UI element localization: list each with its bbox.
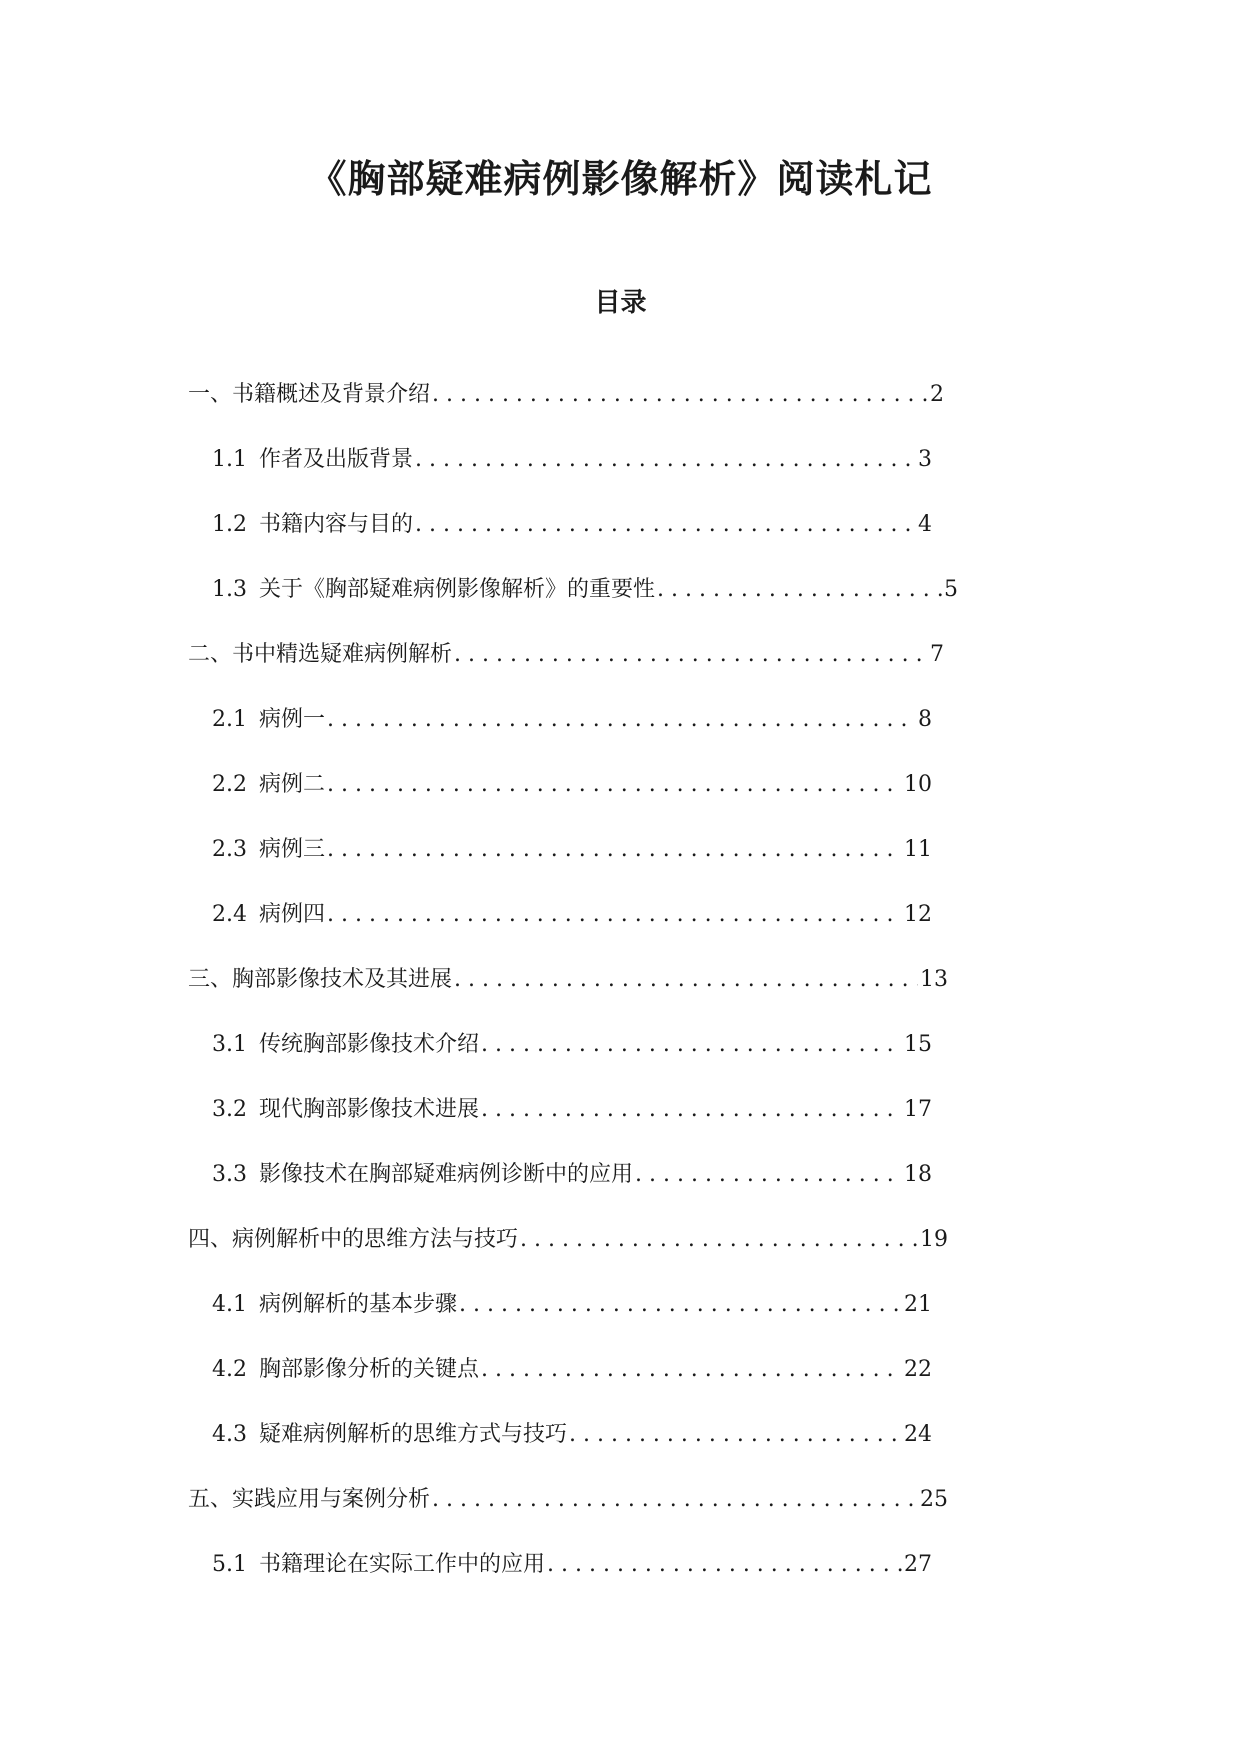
toc-entry-text: 书籍内容与目的 (259, 512, 414, 537)
toc-entry[interactable] (212, 1290, 932, 1320)
toc-dot-leader (454, 640, 928, 670)
toc-entry-number: 1.3 (212, 577, 247, 602)
toc-dot-leader (327, 900, 902, 930)
toc-entry[interactable] (188, 1485, 948, 1515)
toc-entry[interactable] (188, 380, 944, 410)
toc-dot-leader (569, 1420, 902, 1450)
toc-entry[interactable] (212, 1030, 932, 1060)
toc-page-number: 11 (904, 837, 932, 862)
toc-entry-text: 病例四 (259, 902, 326, 927)
toc-page-number: 7 (930, 642, 944, 667)
toc-page-number: 10 (904, 772, 932, 797)
toc-entry[interactable] (212, 1160, 932, 1190)
toc-entry[interactable] (212, 510, 932, 540)
toc-entry-text: 病例解析的基本步骤 (259, 1292, 458, 1317)
toc-entry-text: 病例二 (259, 772, 326, 797)
toc-entry[interactable] (212, 575, 958, 605)
toc-page-number: 24 (904, 1422, 932, 1447)
toc-page-number: 5 (944, 577, 958, 602)
toc-entry-text: 传统胸部影像技术介绍 (259, 1032, 480, 1057)
toc-dot-leader (327, 770, 902, 800)
toc-page-number: 8 (918, 707, 932, 732)
toc-dot-leader (454, 965, 918, 995)
toc-dot-leader (415, 445, 916, 475)
toc-entry-text: 二、书中精选疑难病例解析 (188, 642, 453, 667)
toc-page-number: 12 (904, 902, 932, 927)
toc-page-number: 17 (904, 1097, 932, 1122)
toc-entry[interactable] (212, 900, 932, 930)
toc-dot-leader (547, 1550, 902, 1580)
toc-entry[interactable] (212, 835, 932, 865)
toc-entry-number: 3.3 (212, 1162, 247, 1187)
toc-entry-text: 三、胸部影像技术及其进展 (188, 967, 453, 992)
toc-dot-leader (327, 835, 902, 865)
toc-entry[interactable] (212, 1095, 932, 1125)
toc-dot-leader (415, 510, 916, 540)
toc-entry-text: 书籍理论在实际工作中的应用 (259, 1552, 546, 1577)
toc-entry-number: 1.1 (212, 447, 247, 472)
toc-entry-number: 2.1 (212, 707, 247, 732)
toc-dot-leader (481, 1030, 902, 1060)
toc-dot-leader (432, 380, 928, 410)
toc-page-number: 18 (904, 1162, 932, 1187)
toc-page-number: 13 (920, 967, 948, 992)
toc-entry-number: 2.2 (212, 772, 247, 797)
toc-heading: 目录 (594, 288, 647, 318)
toc-entry[interactable] (212, 770, 932, 800)
toc-entry-number: 2.4 (212, 902, 247, 927)
toc-entry-text: 影像技术在胸部疑难病例诊断中的应用 (259, 1162, 634, 1187)
toc-page-number: 27 (904, 1552, 932, 1577)
toc-page-number: 25 (920, 1487, 948, 1512)
toc-page-number: 2 (930, 382, 944, 407)
toc-entry-number: 5.1 (212, 1552, 247, 1577)
toc-dot-leader (481, 1095, 902, 1125)
toc-entry[interactable] (212, 445, 932, 475)
toc-entry-text: 病例一 (259, 707, 326, 732)
toc-entry-number: 4.3 (212, 1422, 247, 1447)
toc-entry-text: 五、实践应用与案例分析 (188, 1487, 431, 1512)
toc-entry[interactable] (188, 965, 948, 995)
toc-dot-leader (432, 1485, 918, 1515)
toc-entry[interactable] (212, 1355, 932, 1385)
document-title: 《胸部疑难病例影像解析》阅读札记 (308, 156, 933, 201)
toc-page-number: 3 (918, 447, 932, 472)
toc-entry[interactable] (188, 1225, 948, 1255)
toc-entry[interactable] (212, 1420, 932, 1450)
toc-entry[interactable] (212, 705, 932, 735)
toc-entry-number: 4.2 (212, 1357, 247, 1382)
toc-dot-leader (459, 1290, 902, 1320)
toc-dot-leader (635, 1160, 902, 1190)
toc-dot-leader (657, 575, 942, 605)
toc-page-number: 4 (918, 512, 932, 537)
toc-entry-number: 4.1 (212, 1292, 247, 1317)
toc-entry-number: 3.1 (212, 1032, 247, 1057)
toc-entry-number: 1.2 (212, 512, 247, 537)
toc-entry-text: 疑难病例解析的思维方式与技巧 (259, 1422, 568, 1447)
toc-entry[interactable] (212, 1550, 932, 1580)
toc-dot-leader (327, 705, 916, 735)
toc-entry-text: 关于《胸部疑难病例影像解析》的重要性 (259, 577, 656, 602)
toc-entry-text: 作者及出版背景 (259, 447, 414, 472)
toc-page-number: 22 (904, 1357, 932, 1382)
toc-page-number: 19 (920, 1227, 948, 1252)
toc-dot-leader (520, 1225, 918, 1255)
toc-entry-number: 2.3 (212, 837, 247, 862)
toc-entry-text: 四、病例解析中的思维方法与技巧 (188, 1227, 519, 1252)
toc-page-number: 21 (904, 1292, 932, 1317)
toc-entry-text: 胸部影像分析的关键点 (259, 1357, 480, 1382)
toc-entry-number: 3.2 (212, 1097, 247, 1122)
toc-entry-text: 现代胸部影像技术进展 (259, 1097, 480, 1122)
toc-entry[interactable] (188, 640, 944, 670)
toc-entry-text: 病例三 (259, 837, 326, 862)
toc-dot-leader (481, 1355, 902, 1385)
toc-page-number: 15 (904, 1032, 932, 1057)
toc-entry-text: 一、书籍概述及背景介绍 (188, 382, 431, 407)
